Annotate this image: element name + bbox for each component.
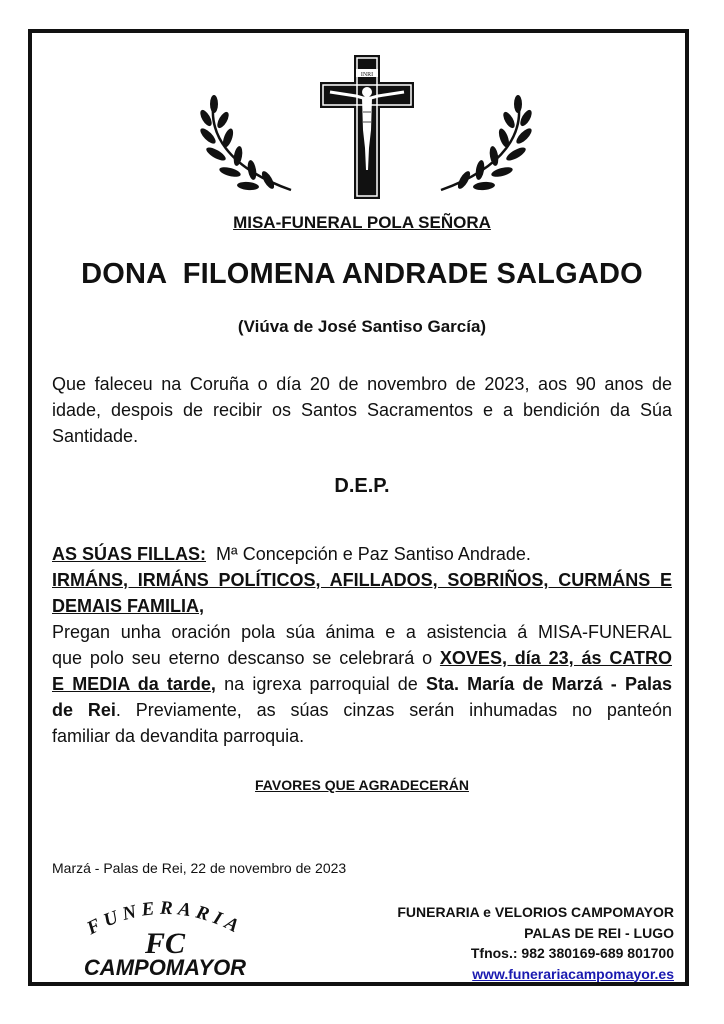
laurel-left-icon (196, 92, 296, 202)
logo-name: CAMPOMAYOR (83, 955, 247, 980)
deceased-name: DONA FILOMENA ANDRADE SALGADO (81, 258, 643, 290)
place-date-line: Marzá - Palas de Rei, 22 de novembro de 2023 (52, 860, 347, 876)
company-name: FUNERARIA e VELORIOS CAMPOMAYOR (397, 904, 674, 920)
church-name: Sta. María de Marzá - Palas (425, 674, 672, 694)
logo-monogram: FC (144, 927, 186, 960)
funeraria-logo (50, 895, 280, 980)
church-name: de Rei (52, 700, 116, 720)
company-phones: Tfnos.: 982 380169-689 801700 (470, 945, 674, 961)
intro-line: idade, despois de recibir os Santos Sacramentos e a bendición da Súa (52, 400, 672, 420)
website-link[interactable]: www.funerariacampomayor.es (472, 965, 674, 982)
laurel-right-icon (436, 92, 536, 202)
family-paragraph (52, 541, 672, 749)
announcement-line: E MEDIA da tarde, na igrexa parroquial de Sta. María de Marzá - Palas (52, 674, 672, 694)
intro-line: Que faleceu na Coruña o día 20 de novembro de 2023, aos 90 anos de (52, 374, 672, 394)
mass-day: XOVES, día 23, ás CATRO (439, 648, 672, 668)
mass-time: E MEDIA da tarde (52, 674, 211, 694)
announcement-line: familiar da devandita parroquia. (52, 726, 305, 746)
relatives-line: IRMÁNS, IRMÁNS POLÍTICOS, AFILLADOS, SOBRIÑOS, CURMÁNS E (52, 570, 672, 590)
dep-text: D.E.P. (334, 475, 390, 497)
inri-plaque: INRI (360, 72, 374, 78)
thanks-line: FAVORES QUE AGRADECERÁN (255, 777, 469, 793)
intro-paragraph (52, 371, 672, 449)
notice-heading: MISA-FUNERAL POLA SEÑORA (233, 213, 491, 232)
funeral-home-contact (344, 902, 674, 984)
widow-of-line: (Viúva de José Santiso García) (237, 317, 487, 336)
crucifix-icon (318, 52, 416, 202)
daughters-names: Mª Concepción e Paz Santiso Andrade. (216, 544, 531, 564)
announcement-line: Pregan unha oración pola súa ánima e a asistencia á MISA-FUNERAL (52, 622, 672, 642)
announcement-line: que polo seu eterno descanso se celebrará o XOVES, día 23, ás CATRO (52, 648, 672, 668)
daughters-line (52, 541, 672, 567)
logo-arc-text: FUNERARIA (83, 897, 247, 940)
intro-line: Santidade. (52, 426, 139, 446)
announcement-line: de Rei. Previamente, as súas cinzas serán inhumadas no panteón (52, 700, 672, 720)
relatives-line: DEMAIS FAMILIA, (52, 596, 205, 616)
company-location: PALAS DE REI - LUGO (524, 924, 674, 941)
daughters-label: AS SÚAS FILLAS: (52, 544, 207, 564)
